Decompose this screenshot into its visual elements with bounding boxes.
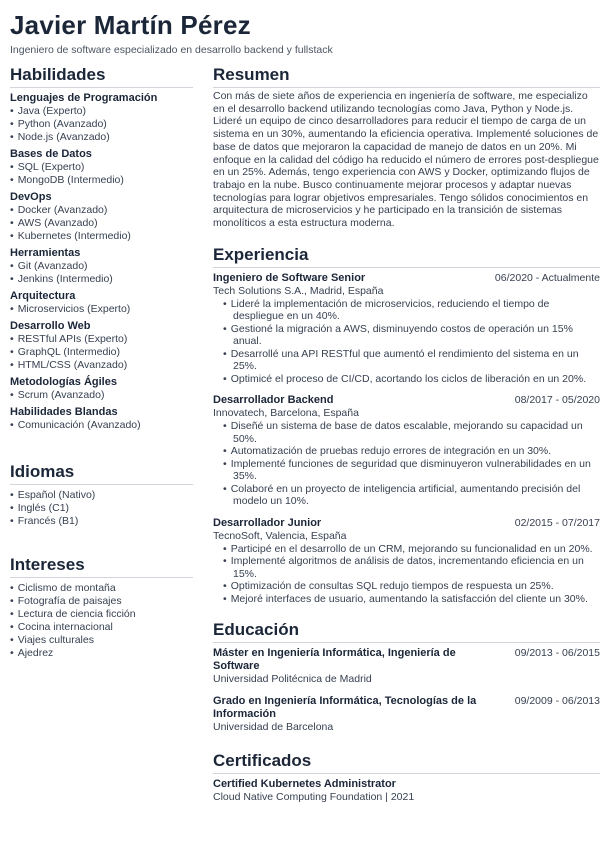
- job-date: 08/2017 - 05/2020: [514, 394, 600, 407]
- summary-text: Con más de siete años de experiencia en ingeniería de software, me especializo en el desarrollo backend utilizando tecnologías como Java, Python y Node.js. Lideré un equipo de cinco desarrolladores para reducir el tiempo de carga de un sistema en un 30%, aumentando la eficiencia operativa. Implementé soluciones de base de datos que mejoraron la capacidad de manejo de datos en un 20%. Mi enfoque en la calidad del código ha reducido el número de errores post-despliegue en un 25%. Además, tengo experiencia con AWS y Docker, optimizando flujos de trabajo en la nube. Busco continuamente mejorar procesos y adaptar nuevas tecnologías para lograr objetivos empresariales. Tengo sólidos conocimientos en arquitectura de microservicios y he participado en la transición de sistemas monolíticos a esta estructura moderna.: [213, 90, 599, 230]
- experience-section: [213, 244, 600, 606]
- job-bullet: • Optimicé el proceso de CI/CD, acortando los ciclos de liberación en un 20%.: [223, 373, 600, 386]
- job-bullets: [213, 543, 600, 606]
- job-bullet: • Participé en el desarrollo de un CRM, mejorando su funcionalidad en un 20%.: [223, 543, 600, 556]
- interest-item: • Cocina internacional: [10, 621, 193, 634]
- languages-title: Idiomas: [10, 461, 193, 485]
- job-company: Innovatech, Barcelona, España: [213, 407, 359, 420]
- job-date: 06/2020 - Actualmente: [494, 271, 600, 284]
- job-company: Tech Solutions S.A., Madrid, España: [213, 284, 384, 297]
- interests-section: [10, 554, 193, 660]
- interests-title: Intereses: [10, 554, 193, 578]
- education-degree: Máster en Ingeniería Informática, Ingeniería de Software: [213, 647, 456, 673]
- certificate-entry: [213, 778, 600, 804]
- skill-group: [10, 92, 193, 144]
- education-date: 09/2009 - 06/2013: [514, 695, 600, 708]
- job-date: 02/2015 - 07/2017: [514, 516, 600, 529]
- skill-item: • Python (Avanzado): [10, 118, 193, 131]
- interest-item: • Ajedrez: [10, 647, 193, 660]
- education-degree: Grado en Ingeniería Informática, Tecnologías de la Información: [213, 695, 477, 721]
- skill-item: • MongoDB (Intermedio): [10, 174, 193, 187]
- skill-category: Herramientas: [10, 247, 81, 259]
- skill-category: Bases de Datos: [10, 148, 92, 160]
- language-item: • Español (Nativo): [10, 489, 193, 502]
- interest-item: • Viajes culturales: [10, 634, 193, 647]
- experience-title: Experiencia: [213, 244, 600, 268]
- skill-group: [10, 376, 193, 402]
- skill-item: • Git (Avanzado): [10, 260, 193, 273]
- skill-group: [10, 406, 193, 432]
- skills-list: [10, 92, 193, 432]
- job-bullet: • Automatización de pruebas redujo errores de integración en un 30%.: [223, 445, 600, 458]
- summary-title: Resumen: [213, 64, 600, 88]
- candidate-subtitle: Ingeniero de software especializado en desarrollo backend y fullstack: [10, 44, 333, 56]
- skill-category: Arquitectura: [10, 290, 76, 302]
- education-entry: [213, 647, 600, 686]
- education-section: [213, 619, 600, 734]
- skill-item: • Comunicación (Avanzado): [10, 419, 193, 432]
- left-column: [10, 64, 193, 660]
- certificates-section: [213, 750, 600, 804]
- skill-category: DevOps: [10, 191, 52, 203]
- job-bullet: • Mejoré interfaces de usuario, aumentando la satisfacción del cliente un 30%.: [223, 593, 600, 606]
- skill-item: • Java (Experto): [10, 105, 193, 118]
- job-header: [213, 272, 600, 285]
- education-title: Educación: [213, 619, 600, 643]
- job-bullet: • Diseñé un sistema de base de datos escalable, mejorando su capacidad un 50%.: [223, 420, 600, 445]
- summary-section: [213, 64, 600, 230]
- resume-columns: [10, 64, 600, 849]
- skills-section: [10, 64, 193, 432]
- language-item: • Francés (B1): [10, 515, 193, 528]
- job-entry: [213, 517, 600, 606]
- job-bullet: • Optimización de consultas SQL redujo tiempos de respuesta un 25%.: [223, 580, 600, 593]
- skills-title: Habilidades: [10, 64, 193, 88]
- education-header: [213, 695, 600, 721]
- skill-group: [10, 290, 193, 316]
- skill-group: [10, 191, 193, 243]
- job-bullet: • Lideré la implementación de microservicios, reduciendo el tiempo de despliegue en un 40%.: [223, 298, 600, 323]
- job-entry: [213, 394, 600, 508]
- skill-item: • Scrum (Avanzado): [10, 389, 193, 402]
- skill-item: • Microservicios (Experto): [10, 303, 193, 316]
- certificates-title: Certificados: [213, 750, 600, 774]
- job-bullet: • Desarrollé una API RESTful que aumentó el rendimiento del sistema en un 25%.: [223, 348, 600, 373]
- skill-item: • RESTful APIs (Experto): [10, 333, 193, 346]
- job-bullet: • Gestioné la migración a AWS, disminuyendo costos de operación un 15% anual.: [223, 323, 600, 348]
- skill-group: [10, 148, 193, 187]
- certificate-detail: Cloud Native Computing Foundation | 2021: [213, 791, 415, 804]
- job-bullet: • Implementé algoritmos de análisis de datos, incrementando eficiencia en un 15%.: [223, 555, 600, 580]
- skill-group: [10, 320, 193, 372]
- certificates-list: [213, 778, 600, 804]
- job-bullets: [213, 298, 600, 386]
- skill-item: • Kubernetes (Intermedio): [10, 230, 193, 243]
- skill-item: • HTML/CSS (Avanzado): [10, 359, 193, 372]
- language-item: • Inglés (C1): [10, 502, 193, 515]
- education-header: [213, 647, 600, 673]
- skill-category: Habilidades Blandas: [10, 406, 118, 418]
- jobs-list: [213, 272, 600, 606]
- education-school: Universidad de Barcelona: [213, 721, 334, 734]
- education-school: Universidad Politécnica de Madrid: [213, 673, 372, 686]
- job-bullet: • Implementé funciones de seguridad que disminuyeron vulnerabilidades en un 35%.: [223, 458, 600, 483]
- job-title: Ingeniero de Software Senior: [213, 271, 366, 284]
- skill-category: Metodologías Ágiles: [10, 376, 117, 388]
- skill-item: • Jenkins (Intermedio): [10, 273, 193, 286]
- skill-item: • SQL (Experto): [10, 161, 193, 174]
- candidate-name: Javier Martín Pérez: [10, 10, 251, 40]
- job-bullets: [213, 420, 600, 508]
- right-column: [213, 64, 600, 804]
- skill-category: Lenguajes de Programación: [10, 92, 158, 104]
- skill-item: • Node.js (Avanzado): [10, 131, 193, 144]
- languages-list: [10, 489, 193, 528]
- job-entry: [213, 272, 600, 386]
- languages-section: [10, 461, 193, 528]
- education-entry: [213, 695, 600, 734]
- job-bullet: • Colaboré en un proyecto de inteligencia artificial, aumentando precisión del modelo un 10%.: [223, 483, 600, 508]
- education-date: 09/2013 - 06/2015: [514, 647, 600, 660]
- interest-item: • Fotografía de paisajes: [10, 595, 193, 608]
- skill-item: • Docker (Avanzado): [10, 204, 193, 217]
- interests-list: [10, 582, 193, 660]
- skill-group: [10, 247, 193, 286]
- interest-item: • Lectura de ciencia ficción: [10, 608, 193, 621]
- job-company: TecnoSoft, Valencia, España: [213, 529, 347, 542]
- certificate-name: Certified Kubernetes Administrator: [213, 778, 396, 791]
- interest-item: • Ciclismo de montaña: [10, 582, 193, 595]
- job-title: Desarrollador Backend: [213, 394, 334, 407]
- job-header: [213, 394, 600, 407]
- job-title: Desarrollador Junior: [213, 516, 322, 529]
- education-list: [213, 647, 600, 734]
- skill-item: • AWS (Avanzado): [10, 217, 193, 230]
- skill-item: • GraphQL (Intermedio): [10, 346, 193, 359]
- skill-category: Desarrollo Web: [10, 320, 91, 332]
- job-header: [213, 517, 600, 530]
